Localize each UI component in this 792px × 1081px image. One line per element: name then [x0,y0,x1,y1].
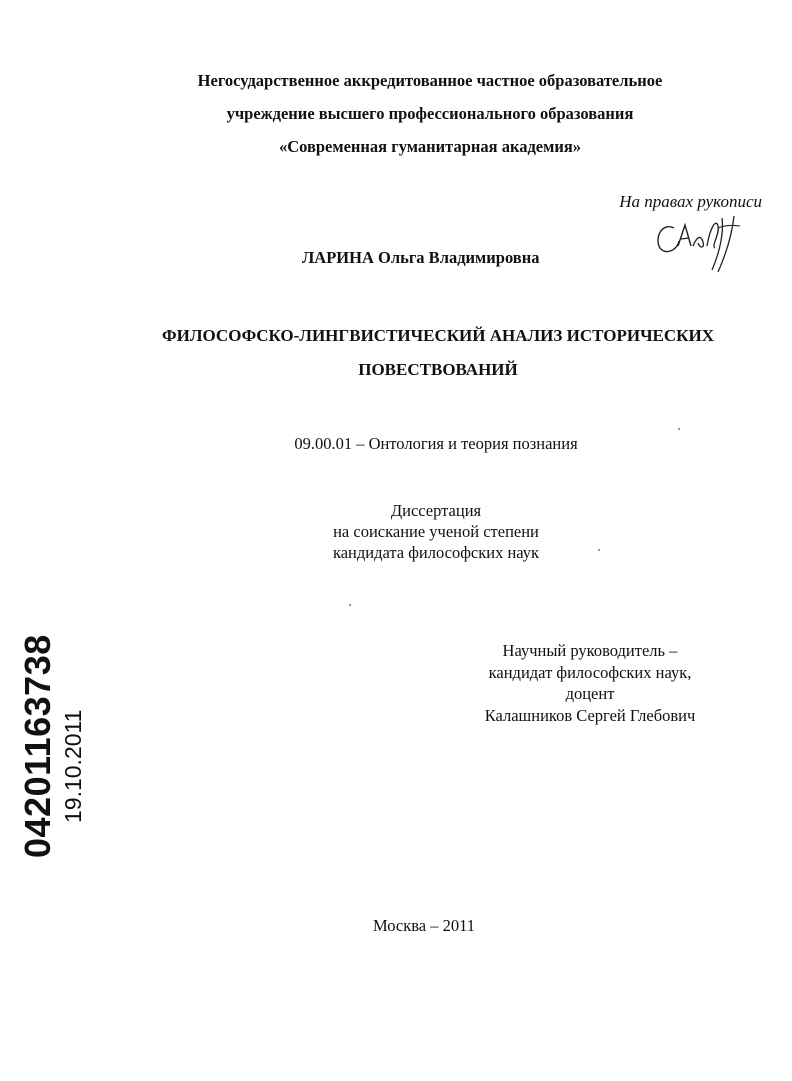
author-name: ЛАРИНА Ольга Владимировна [302,248,540,267]
city-year: Москва – 2011 [372,916,476,935]
supervisor-block [440,640,740,726]
degree-line-3: кандидата философских наук [332,543,540,562]
library-stamp-code: 04201163738 [17,634,58,858]
institution-line-3: «Современная гуманитарная академия» [278,137,582,156]
supervisor-line-4: Калашников Сергей Глебович [484,705,696,725]
institution-line-2: учреждение высшего профессионального образования [226,104,634,123]
degree-statement [0,500,792,563]
dissertation-title [0,319,792,387]
specialty-code: 09.00.01 – Онтология и теория познания [294,434,578,453]
title-line-2: ПОВЕСТВОВАНИЙ [358,360,518,379]
degree-line-1: Диссертация [390,501,482,520]
scan-speck [678,428,680,430]
title-line-1: ФИЛОСОФСКО-ЛИНГВИСТИЧЕСКИЙ АНАЛИЗ ИСТОРИЧЕСКИХ [162,326,714,345]
institution-header [0,64,792,163]
institution-line-1: Негосударственное аккредитованное частное образовательное [197,71,663,90]
library-stamp-date: 19.10.2011 [60,709,86,823]
supervisor-line-2: кандидат философских наук, [488,662,692,682]
supervisor-line-1: Научный руководитель – [502,641,678,660]
scan-speck [598,549,600,551]
signature-image [652,212,748,274]
degree-line-2: на соискание ученой степени [333,522,539,541]
supervisor-line-3: доцент [565,684,615,703]
scan-speck [349,604,351,606]
manuscript-note: На правах рукописи [619,192,762,211]
